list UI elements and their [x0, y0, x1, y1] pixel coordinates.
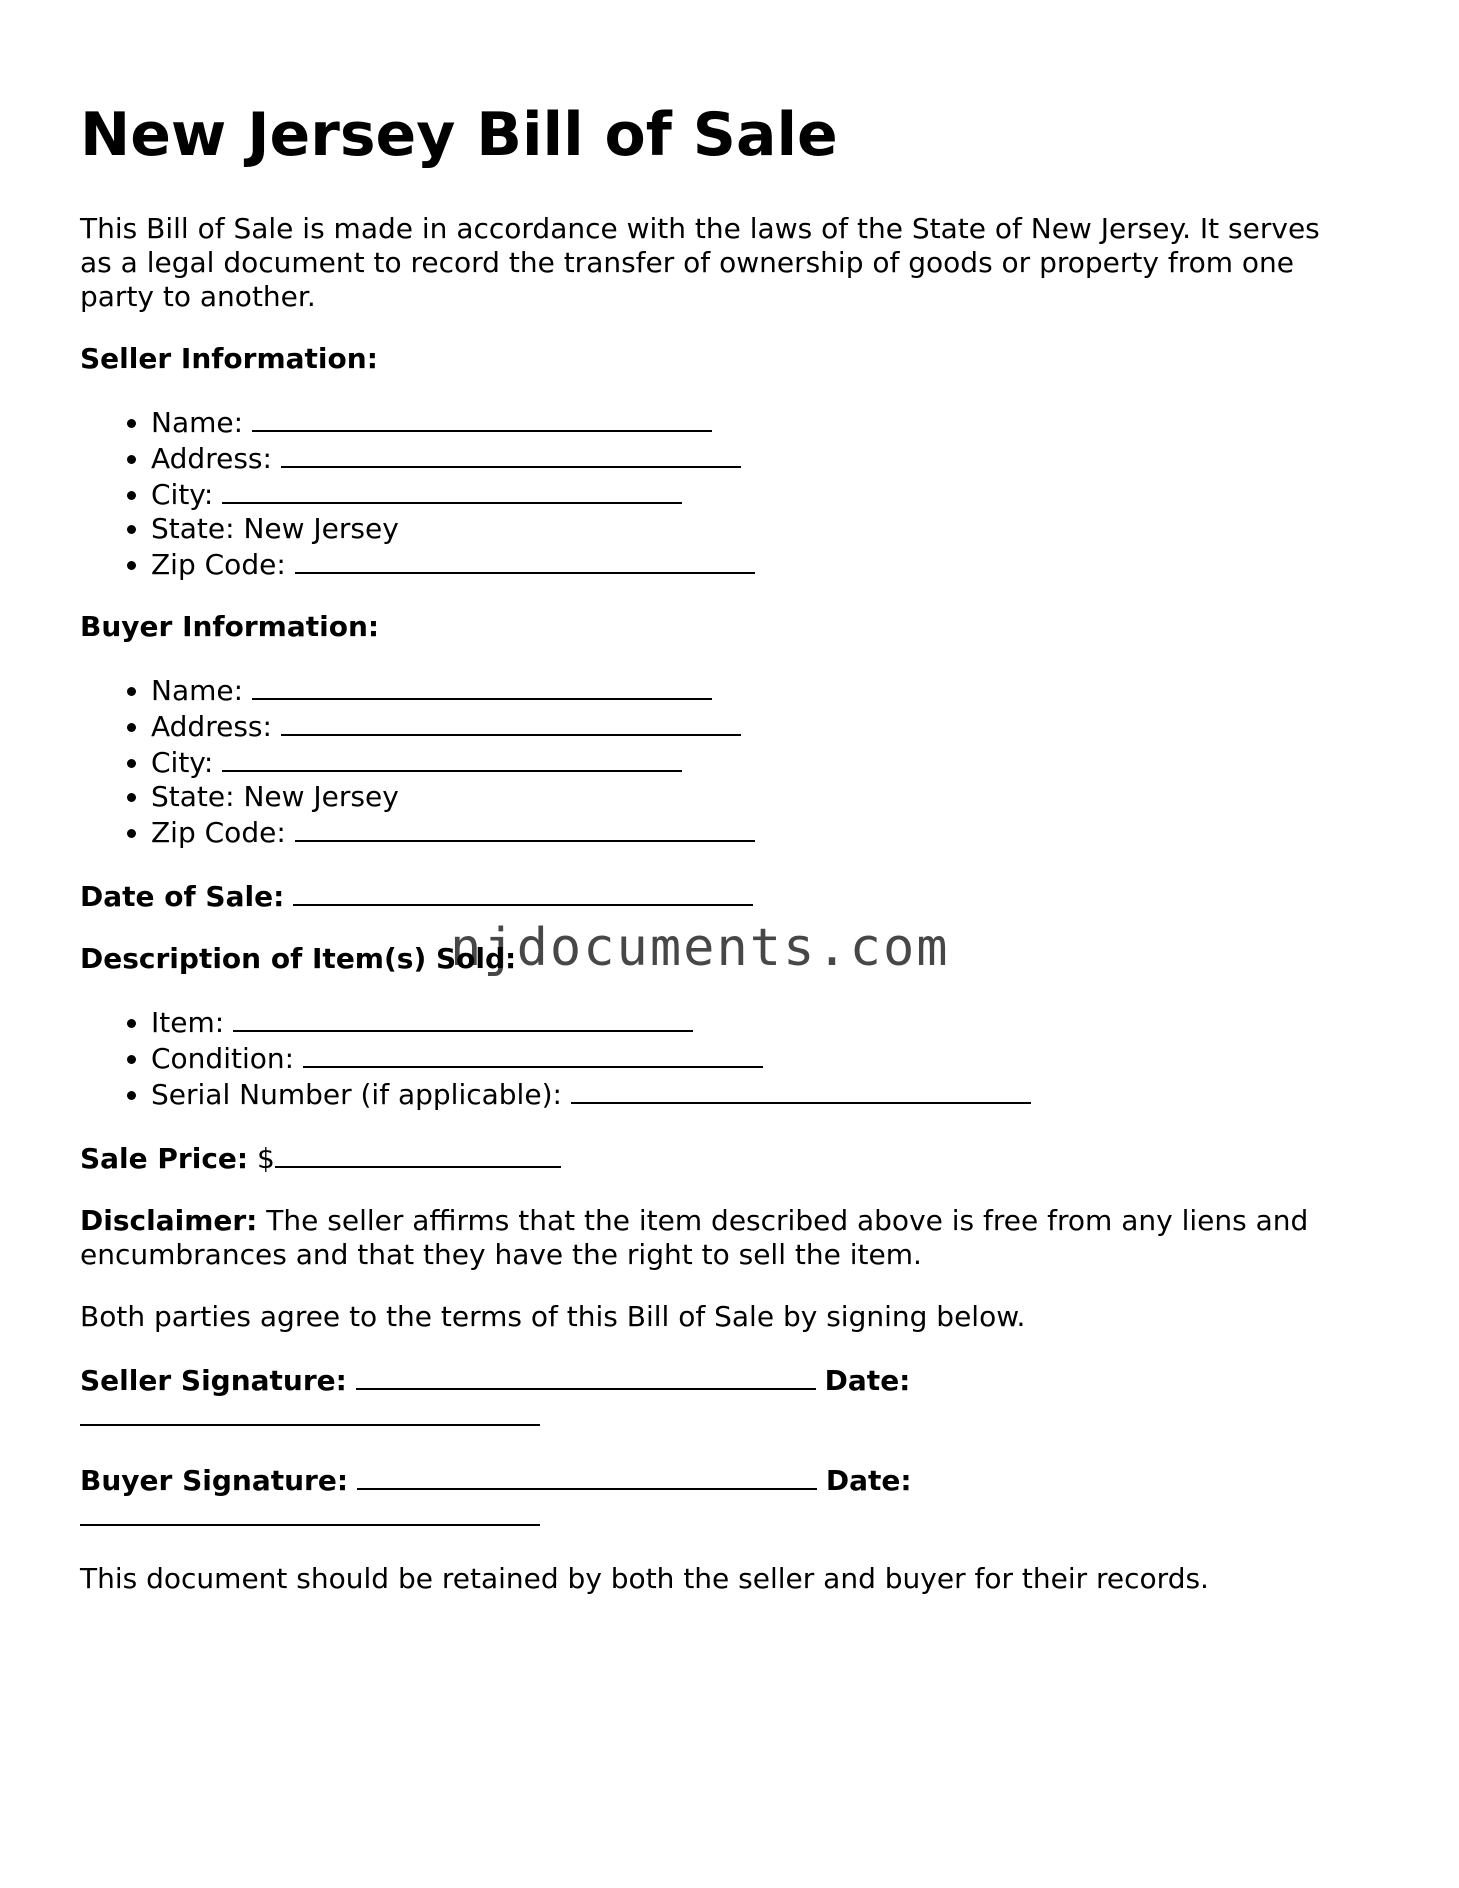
- date-of-sale-line: [80, 878, 1380, 914]
- sale-price-field[interactable]: [275, 1140, 561, 1168]
- date-of-sale-label: Date of Sale:: [80, 880, 285, 913]
- list-item: [151, 708, 1380, 744]
- disclaimer-text: The seller affirms that the item described above is free from any liens and encumbrances and that they have the right to sell the item.: [80, 1204, 1309, 1271]
- buyer-city-field[interactable]: [222, 744, 682, 772]
- serial-field[interactable]: [571, 1076, 1031, 1104]
- buyer-address-field[interactable]: [281, 708, 741, 736]
- seller-address-label: Address:: [151, 442, 272, 475]
- list-item: [151, 672, 1380, 708]
- seller-signature-line: [80, 1362, 1380, 1434]
- buyer-signature-field[interactable]: [357, 1462, 817, 1490]
- list-item: [151, 546, 1380, 582]
- condition-label: Condition:: [151, 1042, 295, 1075]
- retention-note: This document should be retained by both the seller and buyer for their records.: [80, 1562, 1209, 1595]
- sale-price-label: Sale Price:: [80, 1142, 249, 1175]
- seller-city-field[interactable]: [222, 476, 682, 504]
- serial-label: Serial Number (if applicable):: [151, 1078, 562, 1111]
- date-of-sale-field[interactable]: [293, 878, 753, 906]
- buyer-city-label: City:: [151, 746, 214, 779]
- list-item: [151, 814, 1380, 850]
- items-list: [80, 1004, 1380, 1112]
- buyer-signature-line: [80, 1462, 1380, 1534]
- seller-heading: Seller Information:: [80, 342, 378, 375]
- seller-signature-label: Seller Signature:: [80, 1364, 347, 1397]
- seller-date-label: Date:: [824, 1364, 911, 1397]
- buyer-name-field[interactable]: [252, 672, 712, 700]
- buyer-state-label: State: New Jersey: [151, 780, 399, 813]
- sale-price-line: [80, 1140, 1380, 1176]
- seller-state-label: State: New Jersey: [151, 512, 399, 545]
- buyer-zip-label: Zip Code:: [151, 816, 286, 849]
- disclaimer-paragraph: [80, 1204, 1360, 1272]
- seller-address-field[interactable]: [281, 440, 741, 468]
- page-title: New Jersey Bill of Sale: [80, 100, 838, 170]
- list-item: [151, 1040, 1380, 1076]
- list-item: [151, 1076, 1380, 1112]
- buyer-address-label: Address:: [151, 710, 272, 743]
- buyer-signature-label: Buyer Signature:: [80, 1464, 349, 1497]
- buyer-name-label: Name:: [151, 674, 244, 707]
- buyer-date-label: Date:: [825, 1464, 912, 1497]
- condition-field[interactable]: [303, 1040, 763, 1068]
- items-heading: Description of Item(s) Sold:: [80, 942, 517, 975]
- list-item: [151, 1004, 1380, 1040]
- seller-city-label: City:: [151, 478, 214, 511]
- list-item: [151, 744, 1380, 780]
- buyer-info-list: [80, 672, 1380, 850]
- watermark: njdocuments.com: [450, 918, 950, 978]
- item-label: Item:: [151, 1006, 225, 1039]
- list-item: [151, 476, 1380, 512]
- item-field[interactable]: [233, 1004, 693, 1032]
- seller-date-field[interactable]: [80, 1398, 540, 1426]
- seller-zip-field[interactable]: [295, 546, 755, 574]
- document-page: [80, 100, 1380, 1624]
- buyer-heading: Buyer Information:: [80, 610, 380, 643]
- list-item: [151, 404, 1380, 440]
- buyer-zip-field[interactable]: [295, 814, 755, 842]
- seller-info-list: [80, 404, 1380, 582]
- seller-name-label: Name:: [151, 406, 244, 439]
- list-item: [151, 780, 1380, 814]
- seller-signature-field[interactable]: [356, 1362, 816, 1390]
- seller-zip-label: Zip Code:: [151, 548, 286, 581]
- buyer-date-field[interactable]: [80, 1498, 540, 1526]
- seller-name-field[interactable]: [252, 404, 712, 432]
- list-item: [151, 512, 1380, 546]
- list-item: [151, 440, 1380, 476]
- agreement-text: Both parties agree to the terms of this Bill of Sale by signing below.: [80, 1300, 1026, 1333]
- intro-paragraph: This Bill of Sale is made in accordance with the laws of the State of New Jersey. It serves as a legal document to record the transfer of ownership of goods or property from one party to another.: [80, 212, 1320, 313]
- currency-symbol: $: [257, 1142, 275, 1175]
- disclaimer-label: Disclaimer:: [80, 1204, 258, 1237]
